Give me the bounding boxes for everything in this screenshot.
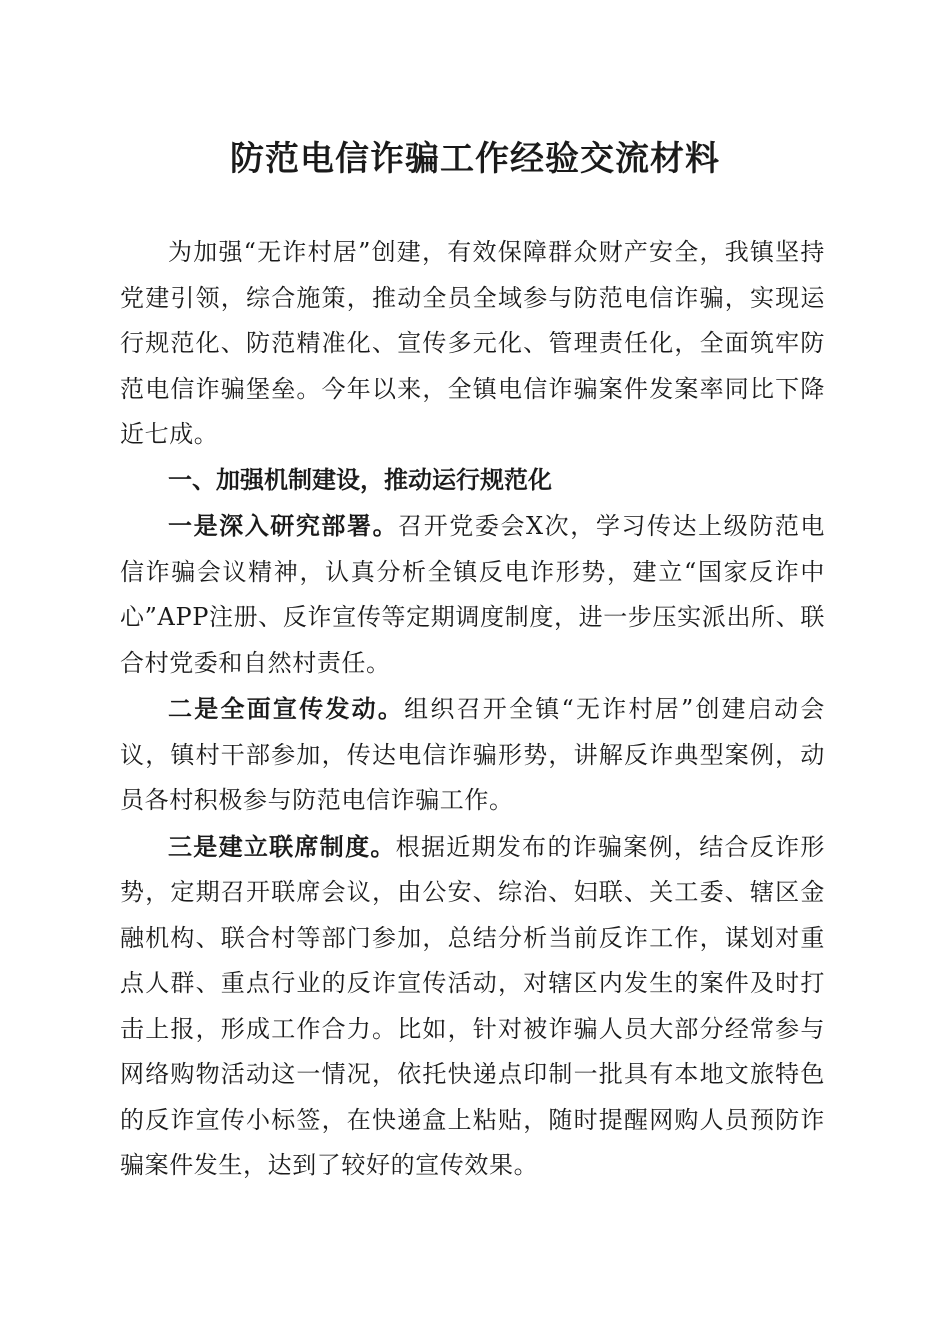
item-text: 组织召开全镇“无诈村居”创建启动会议，镇村干部参加，传达电信诈骗形势，讲解反诈典型案例，动员各村积极参与防范电信诈骗工作。 bbox=[120, 695, 825, 814]
document-title: 防范电信诈骗工作经验交流材料 bbox=[230, 139, 720, 179]
section-heading: 一、加强机制建设，推动运行规范化 bbox=[168, 465, 552, 494]
document-body bbox=[120, 230, 825, 1189]
item-paragraph-3 bbox=[120, 824, 825, 1189]
item-text: 根据近期发布的诈骗案例，结合反诈形势，定期召开联席会议，由公安、综治、妇联、关工委、辖区金融机构、联合村等部门参加，总结分析当前反诈工作，谋划对重点人群、重点行业的反诈宣传活动，对辖区内发生的案件及时打击上报，形成工作合力。比如，针对被诈骗人员大部分经常参与网络购物活动这一情况，依托快递点印制一批具有本地文旅特色的反诈宣传小标签，在快递盒上粘贴，随时提醒网购人员预防诈骗案件发生，达到了较好的宣传效果。 bbox=[120, 832, 826, 1179]
item-lead: 一是深入研究部署。 bbox=[168, 511, 399, 540]
item-lead: 二是全面宣传发动。 bbox=[168, 694, 405, 723]
intro-paragraph: 为加强“无诈村居”创建，有效保障群众财产安全，我镇坚持党建引领，综合施策，推动全员全域参与防范电信诈骗，实现运行规范化、防范精准化、宣传多元化、管理责任化，全面筑牢防范电信诈骗堡垒。今年以来，全镇电信诈骗案件发案率同比下降近七成。 bbox=[120, 238, 825, 448]
item-lead: 三是建立联席制度。 bbox=[168, 831, 396, 861]
item-text: 召开党委会X次，学习传达上级防范电信诈骗会议精神，认真分析全镇反电诈形势，建立“国家反诈中心”APP注册、反诈宣传等定期调度制度，进一步压实派出所、联合村党委和自然村责任。 bbox=[120, 512, 825, 677]
item-paragraph-2 bbox=[120, 686, 825, 824]
item-paragraph-1 bbox=[120, 503, 825, 686]
